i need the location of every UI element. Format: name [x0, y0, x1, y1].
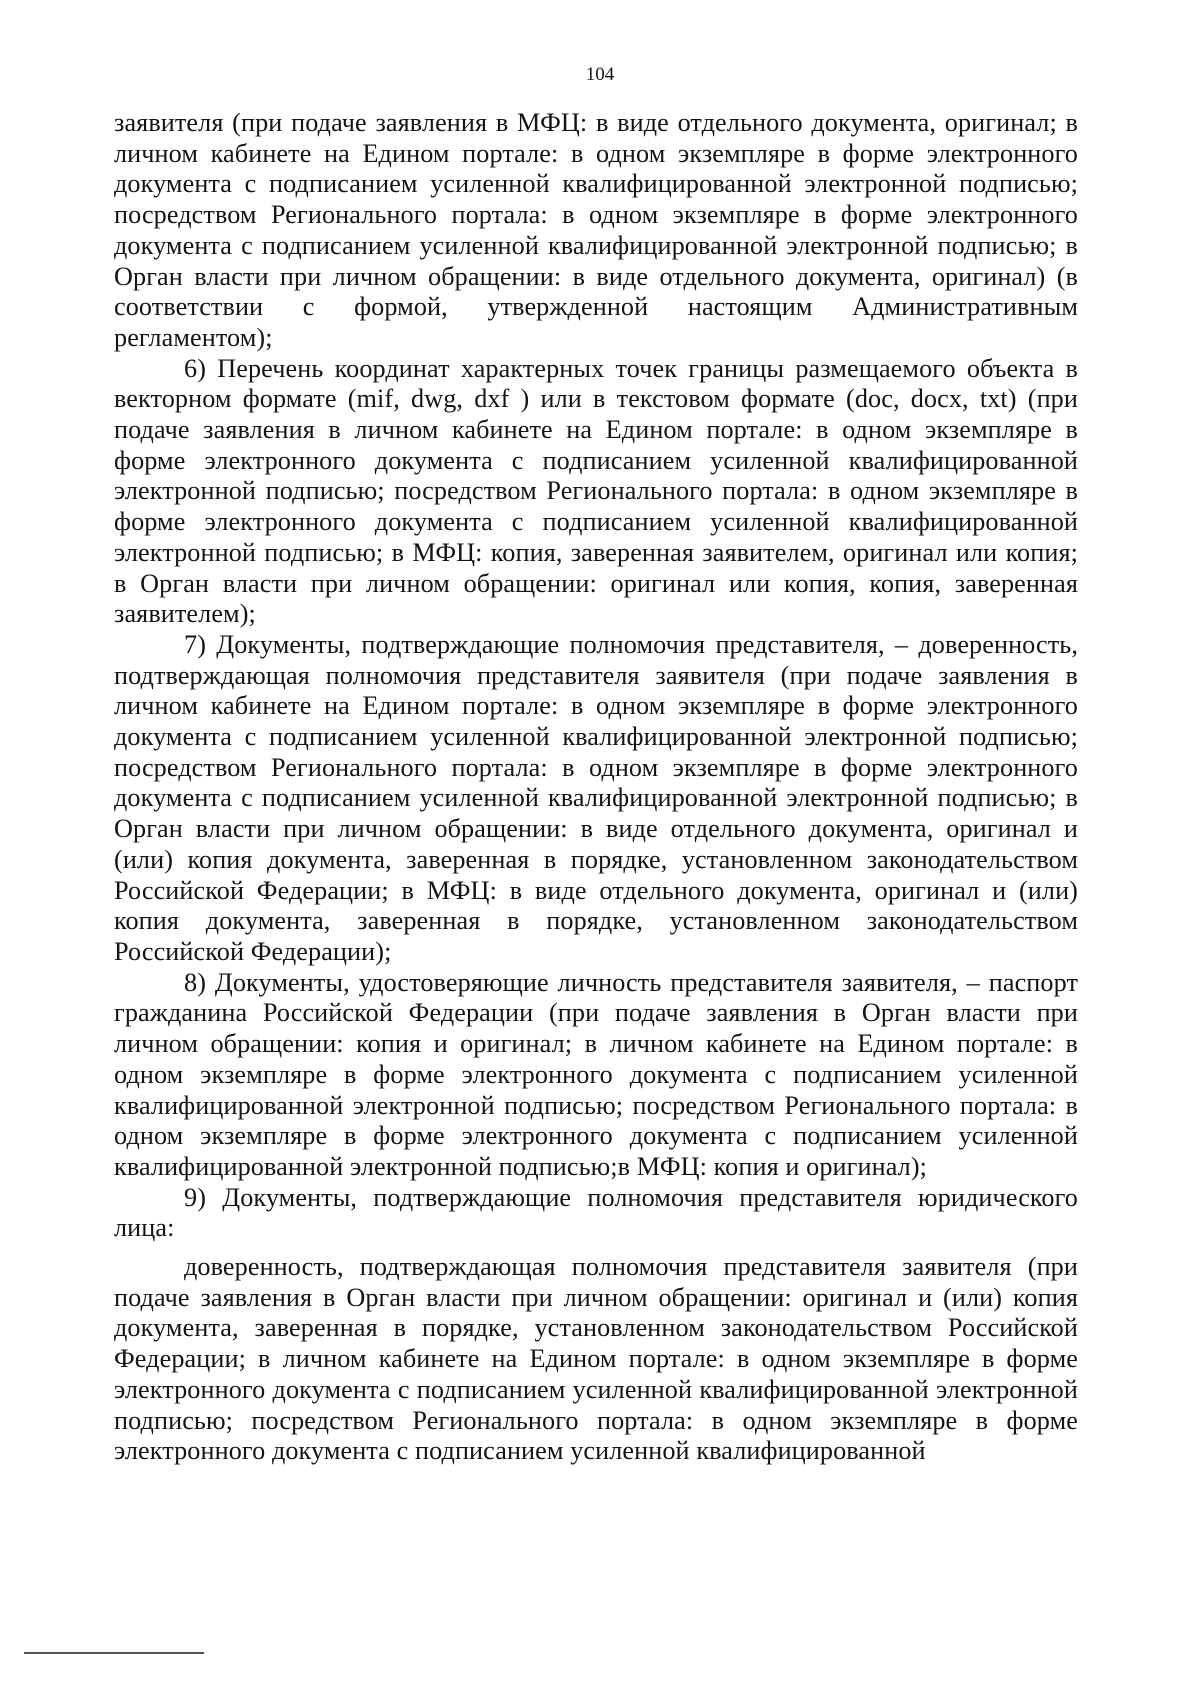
page-number: 104 [585, 64, 615, 85]
paragraph-item-9: 9) Документы, подтверждающие полномочия представителя юридического лица: [114, 1182, 1078, 1243]
paragraph-power-of-attorney: доверенность, подтверждающая полномочия представителя заявителя (при подаче заявления в Орган власти при личном обращении: оригинал и (или) копия документа, заверенная в порядке, установленном законодательством Российской Федерации; в личном кабинете на Едином портале: в одном экземпляре в форме электронного документа с подписанием усиленной квалифицированной электронной подписью; посредством Регионального портала: в одном экземпляре в форме электронного документа с подписанием усиленной квалифицированной [114, 1252, 1078, 1466]
paragraph-item-6: 6) Перечень координат характерных точек границы размещаемого объекта в векторном формате (mif, dwg, dxf ) или в текстовом формате (doc, docx, txt) (при подаче заявления в личном кабинете на Едином портале: в одном экземпляре в форме электронного документа с подписанием усиленной квалифицированной электронной подписью; посредством Регионального портала: в одном экземпляре в форме электронного документа с подписанием усиленной квалифицированной электронной подписью; в МФЦ: копия, заверенная заявителем, оригинал или копия; в Орган власти при личном обращении: оригинал или копия, копия, заверенная заявителем); [114, 353, 1078, 629]
paragraph-item-7: 7) Документы, подтверждающие полномочия представителя, – доверенность, подтверждающая полномочия представителя заявителя (при подаче заявления в личном кабинете на Едином портале: в одном экземпляре в форме электронного документа с подписанием усиленной квалифицированной электронной подписью; посредством Регионального портала: в одном экземпляре в форме электронного документа с подписанием усиленной квалифицированной электронной подписью; в Орган власти при личном обращении: в виде отдельного документа, оригинал и (или) копия документа, заверенная в порядке, установленном законодательством Российской Федерации; в МФЦ: в виде отдельного документа, оригинал и (или) копия документа, заверенная в порядке, установленном законодательством Российской Федерации); [114, 629, 1078, 966]
footer-divider [24, 1652, 204, 1654]
paragraph-continuation: заявителя (при подаче заявления в МФЦ: в виде отдельного документа, оригинал; в личном кабинете на Едином портале: в одном экземпляре в форме электронного документа с подписанием усиленной квалифицированной электронной подписью; посредством Регионального портала: в одном экземпляре в форме электронного документа с подписанием усиленной квалифицированной электронной подписью; в Орган власти при личном обращении: в виде отдельного документа, оригинал) (в соответствии с формой, утвержденной настоящим Административным регламентом); [114, 108, 1078, 352]
document-body [114, 108, 1078, 1467]
paragraph-item-8: 8) Документы, удостоверяющие личность представителя заявителя, – паспорт гражданина Российской Федерации (при подаче заявления в Орган власти при личном обращении: копия и оригинал; в личном кабинете на Едином портале: в одном экземпляре в форме электронного документа с подписанием усиленной квалифицированной электронной подписью; посредством Регионального портала: в одном экземпляре в форме электронного документа с подписанием усиленной квалифицированной электронной подписью;в МФЦ: копия и оригинал); [114, 967, 1078, 1181]
